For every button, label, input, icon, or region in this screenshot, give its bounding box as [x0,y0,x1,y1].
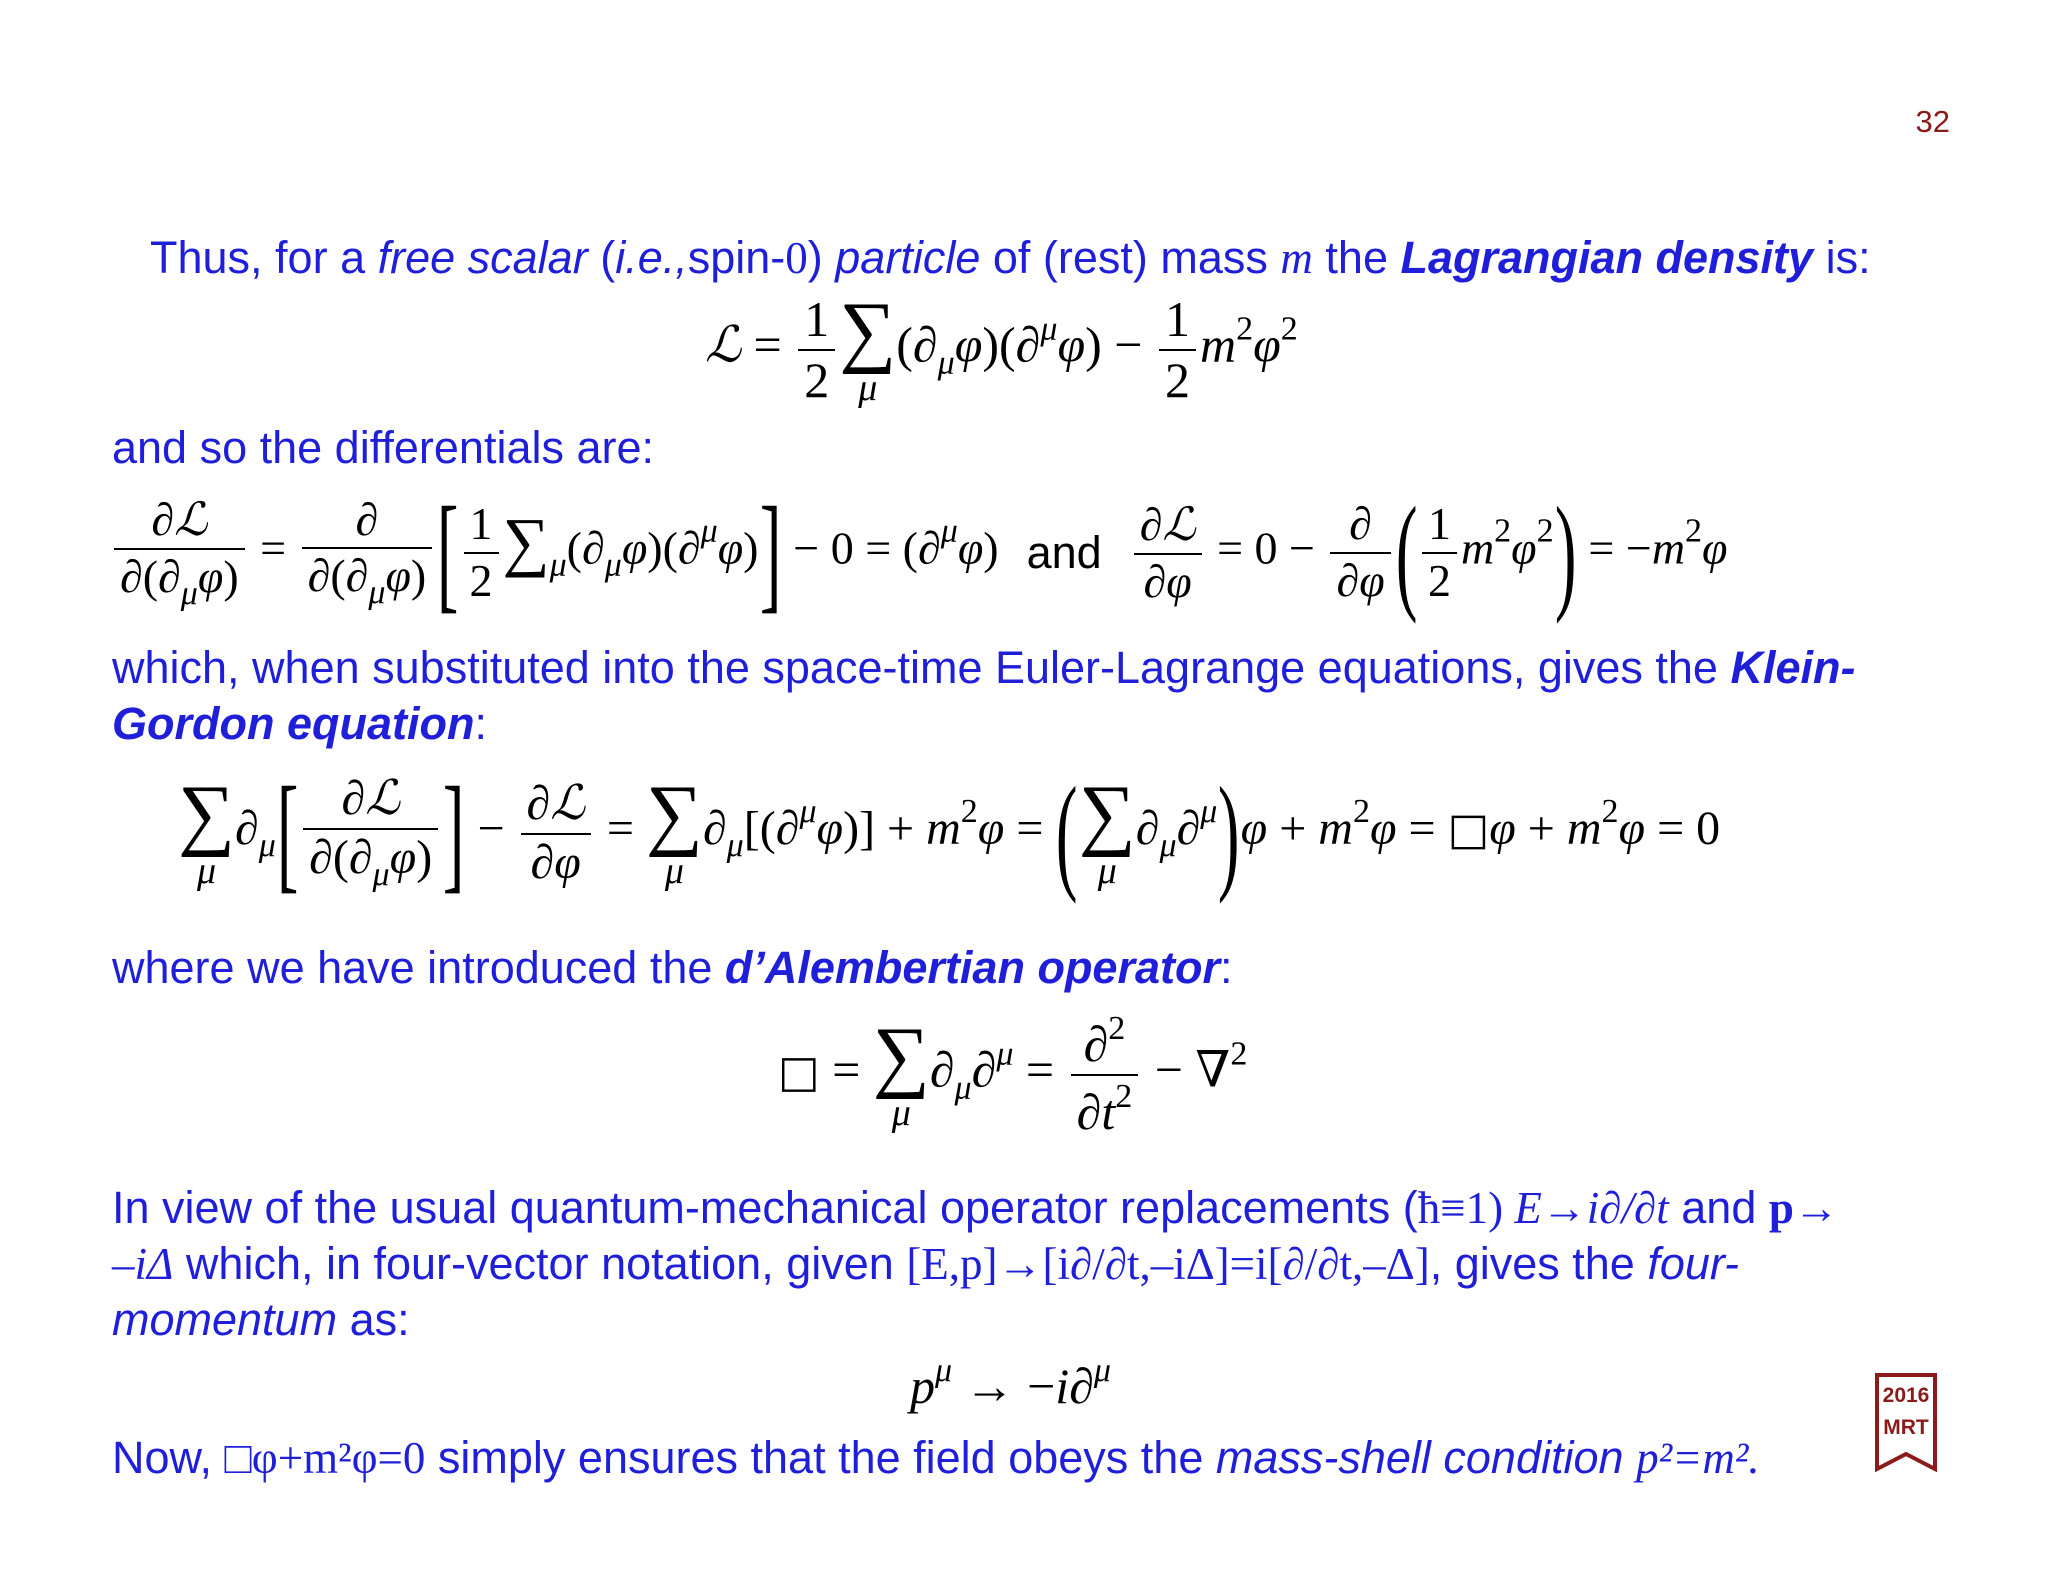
lagrangian-density-term: Lagrangian density [1400,232,1814,283]
gordon-equation-term: Gordon equation [112,698,475,749]
text: as: [337,1294,410,1345]
text: , gives the [1429,1238,1648,1289]
dalembertian-equation: □ = ∑ μ $\partial_\mu\partial^\mu$ = $\frac{\partial^2}{\partial t^2}$ − ∇$^2$ [778,1010,1248,1140]
text: simply ensures that the field obeys the [425,1432,1216,1483]
klein-term: Klein- [1730,642,1856,693]
logo-initials: MRT [1883,1416,1929,1439]
text: Now, [112,1432,225,1483]
substituted-line-2 [112,696,487,752]
text: which, in four-vector notation, given [173,1238,907,1289]
four-term: four- [1647,1238,1740,1289]
text: where we have introduced the [112,942,725,993]
free-scalar-term: free scalar [377,232,588,283]
dalembertian-term: d’Alembertian operator [724,942,1220,993]
particle-term: particle [835,232,981,283]
substituted-line-1 [112,640,1855,696]
hbar-expr: ħ≡1) [1417,1183,1504,1233]
mrt-logo [1874,1372,1938,1472]
text: and [1668,1182,1769,1233]
page-number: 32 [1915,104,1950,139]
text: Thus, for a [150,232,378,283]
mass-shell-expr: p²=m². [1636,1433,1760,1483]
klein-gordon-equation: ∑ μ $\partial_\mu$[ $\frac{\text{∂ℒ}}{\partial(\partial_\mu\varphi)}$ ] − $\frac{\text{∂ℒ}}{\partial\varphi}$ = ∑ μ $\partial_\mu[(\partial^\mu\varphi)] + m^2\varphi$ = ( ∑ μ $\partial_\mu\partial^\mu)\varphi + m^2\varphi$ = □φ + $m^2\varphi = 0$ [178,761,1721,905]
now-line [112,1430,1760,1486]
text: is: [1813,232,1871,283]
lagrangian-equation: ℒ = $\frac{1}{2}$ ∑ μ $(\partial_\mu\varphi)(\partial^\mu\varphi)$ − $\frac{1}{2}$ $m^2\varphi^2$ [705,287,1298,409]
momentum-term: momentum [112,1294,338,1345]
kg-expression: □φ+m²φ=0 [224,1433,426,1483]
energy-replacement: E→i∂/∂t [1503,1183,1669,1233]
intro-line [150,230,1871,286]
text [1624,1432,1637,1483]
differentials-equation: $\frac{\text{∂ℒ}}{\partial(\partial_\mu\varphi)}$ = $\frac{\partial}{\partial(\partial_\mu\varphi)}$ [ $\frac{1}{2}$ $\sum_\mu(\partial_\mu\varphi)(\partial^\mu\varphi)] - 0 = (\partial^\mu\varphi)$ and $\frac{\text{∂ℒ}}{\partial\varphi}$ = 0 − $\frac{\partial}{\partial\varphi}$ ( $\frac{1}{2}$ $m^2\varphi^2) = -m^2\varphi$ [110,488,1728,618]
text: : [1219,942,1233,993]
zero: 0 [785,233,808,283]
text: spin- [687,232,786,283]
four-momentum-equation: $p^\mu \to -i\partial^\mu$ [910,1352,1111,1414]
view-line-1 [112,1180,1839,1236]
minus-i-nabla: –iΔ [112,1239,174,1289]
text: the [1312,232,1401,283]
view-line-3 [112,1292,410,1348]
momentum-replacement: p→ [1768,1183,1839,1233]
dalembertian-line [112,940,1233,996]
differentials-line: and so the differentials are: [112,422,655,473]
text: : [474,698,487,749]
logo-year: 2016 [1882,1384,1930,1407]
text: ( [587,232,616,283]
four-vector-bracket: [E,p]→[i∂/∂t,–iΔ]=i[∂/∂t,–Δ] [906,1239,1430,1289]
text: ) [807,232,836,283]
view-line-2 [112,1236,1739,1292]
ie-abbrev: i.e., [615,232,688,283]
text: of (rest) mass [980,232,1281,283]
and-word: and [1026,527,1102,578]
text: which, when substituted into the space-time Euler-Lagrange equations, gives the [112,642,1731,693]
mass-shell-term: mass-shell condition [1215,1432,1624,1483]
mass-symbol: m [1280,233,1313,283]
text: In view of the usual quantum-mechanical operator replacements ( [112,1182,1418,1233]
